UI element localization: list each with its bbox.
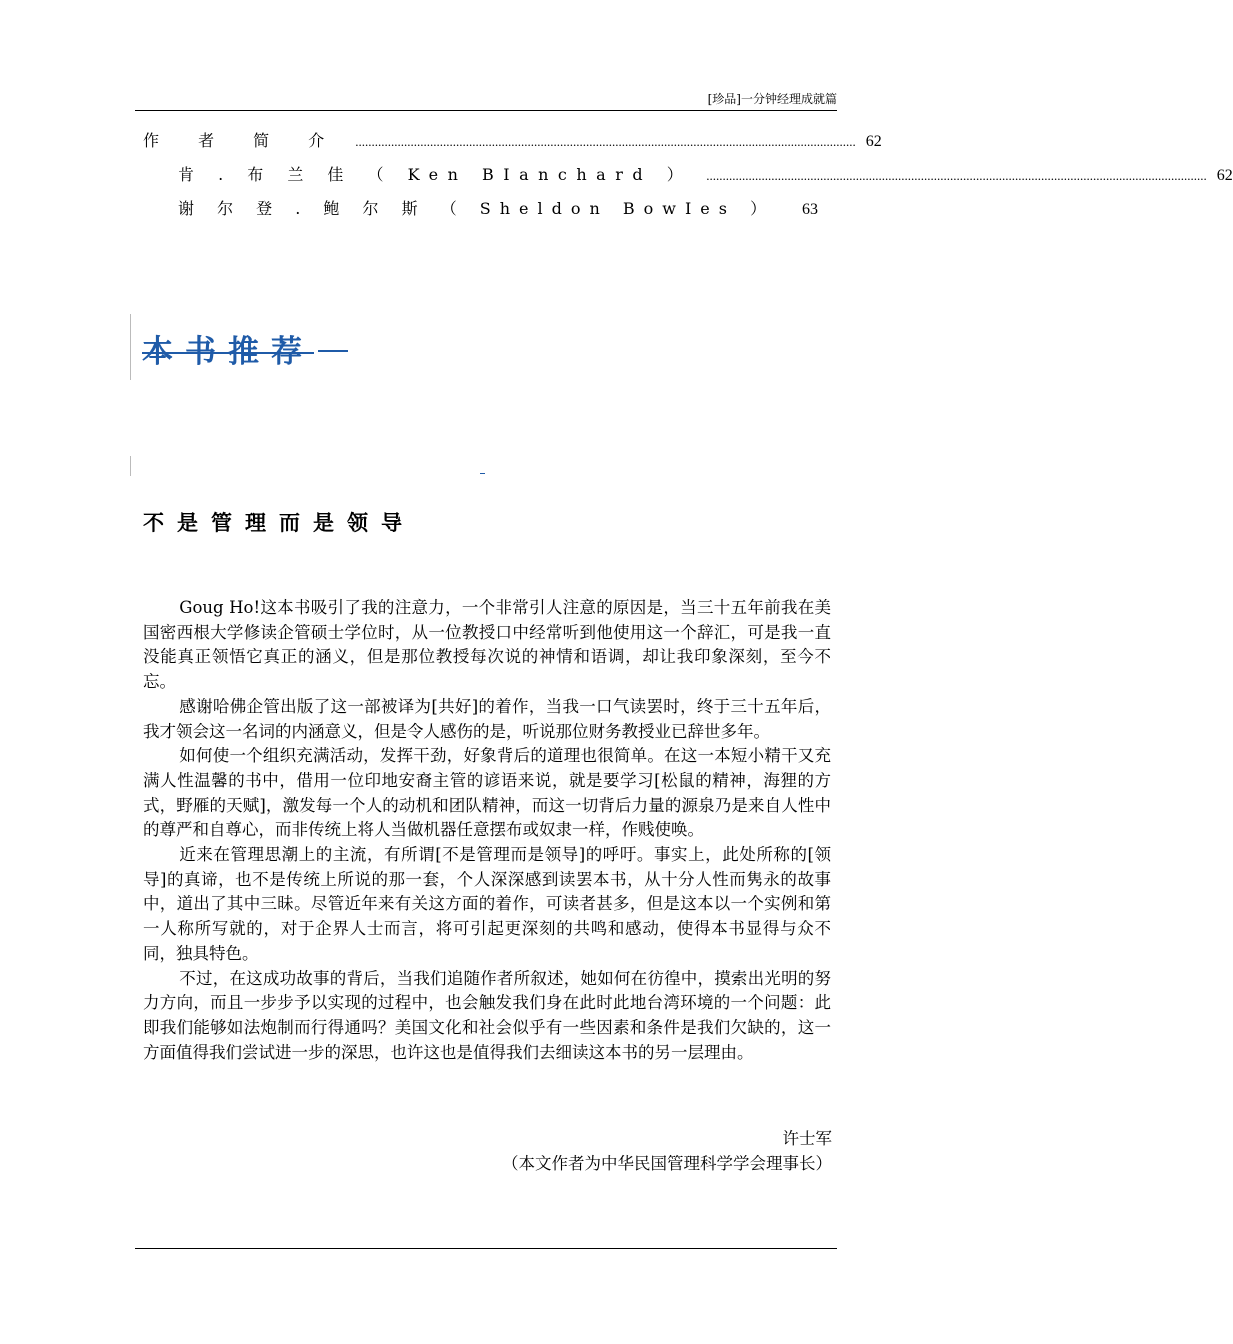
margin-rule [130,314,131,380]
section-subheading: 不是管理而是领导 [143,511,415,535]
blue-dash-mark [480,473,485,474]
header-title: [珍品]一分钟经理成就篇 [707,92,837,106]
toc-entry-page: 63 [802,201,818,218]
toc-entry-page: 62 [1216,167,1233,184]
page-header [135,88,837,111]
paragraph: 如何使一个组织充满活动，发挥干劲，好象背后的道理也很简单。在这一本短小精干又充满人性温馨的书中，借用一位印地安裔主管的谚语来说，就是要学习[松鼠的精神，海狸的方式，野雁的天赋]，激发每一个人的动机和团队精神，而这一切背后力量的源泉乃是来自人性中的尊严和自尊心，而非传统上将人当做机器任意摆布或奴隶一样，作贱使唤。 [143,746,831,840]
table-of-contents [143,128,1233,230]
margin-rule [130,456,131,476]
heading-strike-tail [318,350,348,352]
paragraph: 感谢哈佛企管出版了这一部被译为[共好]的着作，当我一口气读罢时，终于三十五年后，我才领会这一名词的内涵意义，但是令人感伤的是，听说那位财务教授业已辞世多年。 [143,696,831,741]
toc-leader-dots: .......................................................................................................................................................... [355,134,856,149]
toc-leader-dots: .......................................................................................................................................................... [706,168,1207,183]
toc-entry-title: 肯 . 布 兰 佳 （ Ken BIanchard ） [178,165,693,184]
toc-entry[interactable] [143,128,882,162]
toc-entry-title: 作 者 简 介 [143,131,342,150]
paragraph: 不过，在这成功故事的背后，当我们追随作者所叙述，她如何在彷徨中，摸索出光明的努力方向，而且一步步予以实现的过程中，也会触发我们身在此时此地台湾环境的一个问题：此即我们能够如法炮制而行得通吗？美国文化和社会似乎有一些因素和条件是我们欠缺的，这一方面值得我们尝试进一步的深思，也许这也是值得我们去细读这本书的另一层理由。 [143,968,831,1062]
signature-name: 许士军 [782,1129,832,1148]
toc-entry-title: 谢 尔 登 . 鲍 尔 斯 （ Sheldon BowIes ） [178,199,776,218]
article-body [143,596,831,1065]
toc-entry[interactable] [143,196,818,230]
paragraph: Goug Ho!这本书吸引了我的注意力，一个非常引人注意的原因是，当三十五年前我在美国密西根大学修读企管硕士学位时，从一位教授口中经常听到他使用这一个辞汇，可是我一直没能真正领悟它真正的涵义，但是那位教授每次说的神情和语调，却让我印象深刻，至今不忘。 [143,598,831,692]
footer-rule [135,1248,837,1249]
toc-entry[interactable] [143,162,1233,196]
toc-entry-page: 62 [865,133,882,150]
signature-note: （本文作者为中华民国管理科学学会理事长） [502,1154,832,1173]
paragraph: 近来在管理思潮上的主流，有所谓[不是管理而是领导]的呼吁。事实上，此处所称的[领导]的真谛，也不是传统上所说的那一套，个人深深感到读罢本书，从十分人性而隽永的故事中，道出了其中三昧。尽管近年来有关这方面的着作，可读者甚多，但是这本以一个实例和第一人称所写就的，对于企界人士而言，将可引起更深刻的共鸣和感动，使得本书显得与众不同，独具特色。 [143,845,831,963]
section-heading: 本书推荐 [142,334,314,370]
